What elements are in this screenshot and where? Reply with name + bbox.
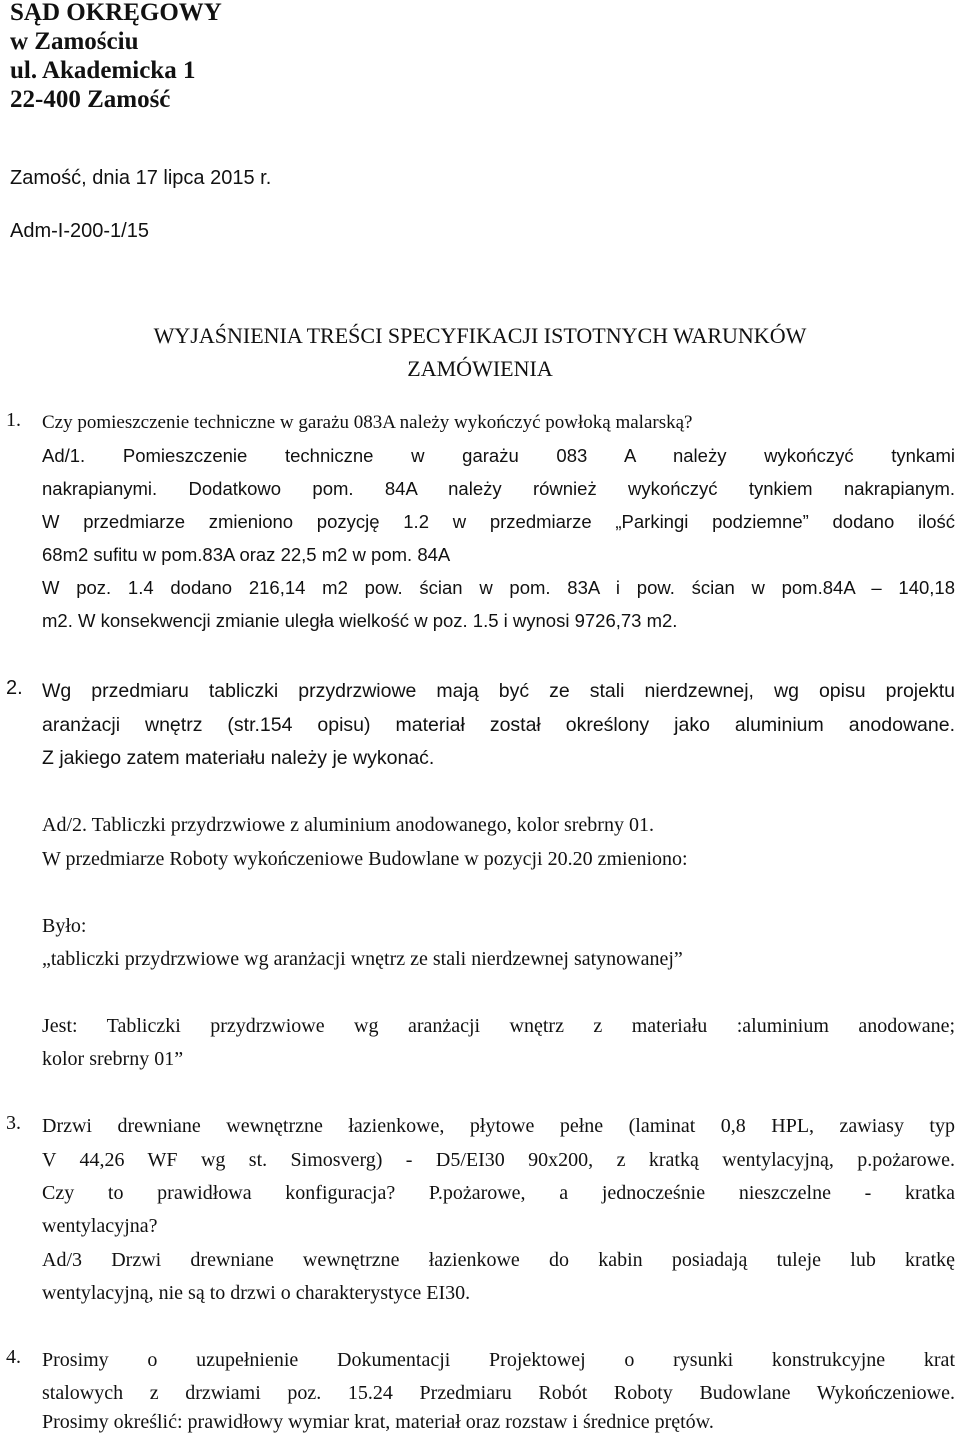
question-line: Prosimy określić: prawidłowy wymiar krat, materiał oraz rozstaw i średnice prętów. xyxy=(42,1411,714,1433)
question-line: wentylacyjna? xyxy=(42,1215,158,1237)
is-text-line: kolor srebrny 01” xyxy=(42,1048,184,1070)
answer-line: Ad/3 Drzwi drewniane wewnętrzne łazienkowe do kabin posiadają tuleje lub kratkę xyxy=(42,1249,955,1271)
court-city: w Zamościu xyxy=(10,28,139,55)
answer-line: Ad/2. Tabliczki przydrzwiowe z aluminium anodowanego, kolor srebrny 01. xyxy=(42,814,654,836)
answer-line: W przedmiarze Roboty wykończeniowe Budowlane w pozycji 20.20 zmieniono: xyxy=(42,848,688,870)
question-line: Prosimy o uzupełnienie Dokumentacji Projektowej o rysunki konstrukcyjne krat xyxy=(42,1349,955,1371)
answer-line: nakrapianymi. Dodatkowo pom. 84A należy również wykończyć tynkiem nakrapianym. xyxy=(42,478,955,499)
answer-line: 68m2 sufitu w pom.83A oraz 22,5 m2 w pom. 84A xyxy=(42,544,451,565)
answer-line: m2. W konsekwencji zmianie uległa wielkość w poz. 1.5 i wynosi 9726,73 m2. xyxy=(42,610,678,631)
document-title-line1: WYJAŚNIENIA TREŚCI SPECYFIKACJI ISTOTNYCH WARUNKÓW xyxy=(153,323,807,348)
answer-line: W przedmiarze zmieniono pozycję 1.2 w przedmiarze „Parkingi podziemne” dodano ilość xyxy=(42,511,955,532)
question-line: V 44,26 WF wg st. Simosverg) - D5/EI30 90x200, z kratką wentylacyjną, p.pożarowe. xyxy=(42,1149,955,1171)
was-text: „tabliczki przydrzwiowe wg aranżacji wnętrz ze stali nierdzewnej satynowanej” xyxy=(42,948,683,970)
is-text-line: Jest: Tabliczki przydrzwiowe wg aranżacji wnętrz z materiału :aluminium anodowane; xyxy=(42,1015,955,1037)
question-line: Drzwi drewniane wewnętrzne łazienkowe, płytowe pełne (laminat 0,8 HPL, zawiasy typ xyxy=(42,1115,955,1137)
question-line: aranżacji wnętrz (str.154 opisu) materiał został określony jako aluminium anodowane. xyxy=(42,714,955,736)
document-title-line2: ZAMÓWIENIA xyxy=(407,356,553,381)
item-number: 4. xyxy=(6,1346,21,1368)
document-reference: Adm-I-200-1/15 xyxy=(10,220,149,242)
court-postal: 22-400 Zamość xyxy=(10,86,171,113)
answer-line: Ad/1. Pomieszczenie techniczne w garażu 083 A należy wykończyć tynkami xyxy=(42,445,955,466)
item-number: 1. xyxy=(6,409,21,431)
court-street: ul. Akademicka 1 xyxy=(10,57,196,84)
was-label: Było: xyxy=(42,915,87,937)
question-line: Z jakiego zatem materiału należy je wykonać. xyxy=(42,747,435,769)
item-question: Czy pomieszczenie techniczne w garażu 083A należy wykończyć powłoką malarską? xyxy=(42,412,693,433)
question-line: stalowych z drzwiami poz. 15.24 Przedmiaru Robót Roboty Budowlane Wykończeniowe. xyxy=(42,1382,955,1404)
item-number: 2. xyxy=(6,677,23,699)
answer-line: wentylacyjną, nie są to drzwi o charakterystyce EI30. xyxy=(42,1282,471,1304)
question-line: Wg przedmiaru tabliczki przydrzwiowe mają być ze stali nierdzewnej, wg opisu projektu xyxy=(42,680,955,702)
court-name: SĄD OKRĘGOWY xyxy=(10,0,222,26)
question-line: Czy to prawidłowa konfiguracja? P.pożarowe, a jednocześnie nieszczelne - kratka xyxy=(42,1182,955,1204)
answer-line: W poz. 1.4 dodano 216,14 m2 pow. ścian w pom. 83A i pow. ścian w pom.84A – 140,18 xyxy=(42,577,955,598)
item-number: 3. xyxy=(6,1112,21,1134)
document-date: Zamość, dnia 17 lipca 2015 r. xyxy=(10,167,272,189)
